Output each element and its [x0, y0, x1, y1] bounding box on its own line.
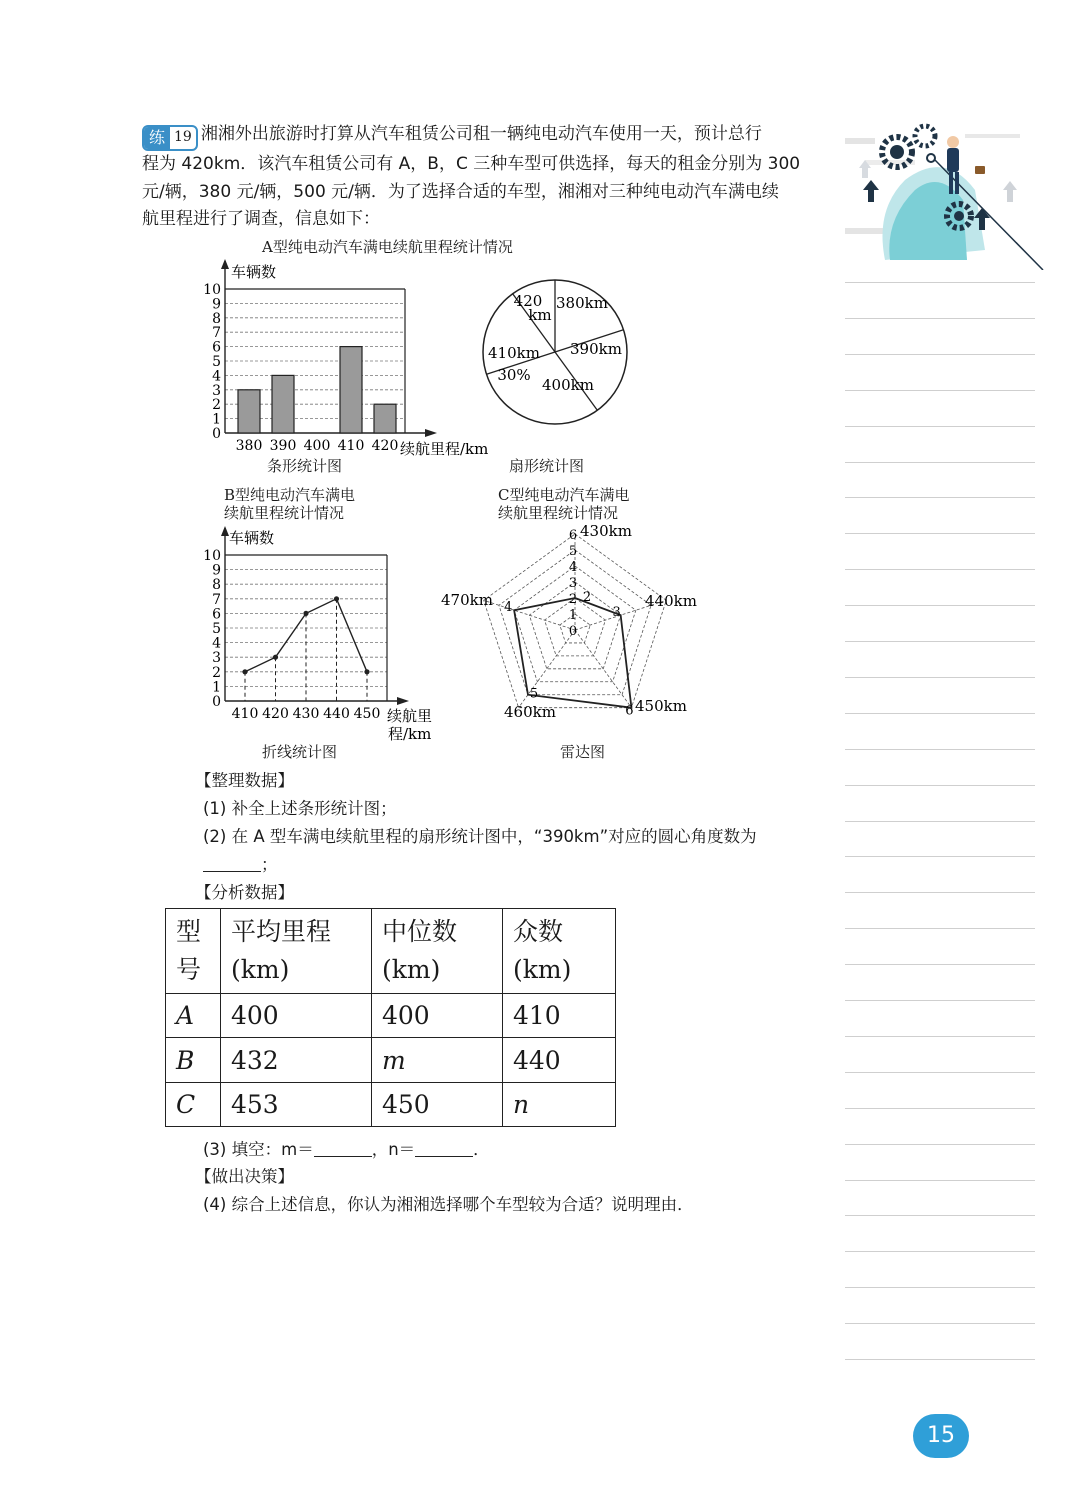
y-tick-label: 10 [203, 548, 221, 564]
vertex-value-label: 6 [625, 703, 634, 719]
notes-line [845, 856, 1035, 857]
x-tick-label: 410 [231, 706, 259, 722]
notes-line [845, 569, 1035, 570]
statistics-table [165, 908, 616, 1127]
notes-line [845, 749, 1035, 750]
notes-line [845, 1180, 1035, 1181]
x-tick-label: 430 [292, 706, 320, 722]
axis-label: 440km [645, 592, 697, 610]
section-organize-data: 【整理数据】 [195, 771, 294, 790]
notes-line [845, 1359, 1035, 1360]
answer-blank[interactable] [203, 855, 261, 872]
radar-spoke [519, 630, 575, 708]
y-tick-label: 8 [212, 577, 221, 594]
question-2: (2) 在 A 型车满电续航里程的扇形统计图中，“390km”对应的圆心角度数为 [203, 827, 757, 846]
notes-line [845, 928, 1035, 929]
radar-chart-title-1: C型纯电动汽车满电 [498, 486, 630, 504]
y-tick-label: 9 [212, 562, 221, 579]
question-3: (3) 填空：m＝ ，n＝ ． [203, 1140, 490, 1159]
data-point [273, 655, 278, 660]
bar [238, 390, 260, 433]
table-cell: 432 [221, 1038, 372, 1083]
table-cell: 450 [372, 1083, 503, 1127]
axis-label: 470km [441, 591, 493, 609]
slice-label-390km: 390km [570, 340, 622, 358]
answer-blank-m[interactable] [314, 1140, 372, 1157]
notes-line [845, 462, 1035, 463]
scale-tick-label: 0 [568, 624, 578, 639]
page-number: 15 [913, 1414, 969, 1458]
vertex-value-label: 5 [529, 686, 539, 702]
notes-line [845, 785, 1035, 786]
notes-line [845, 390, 1035, 391]
table-cell: 453 [221, 1083, 372, 1127]
x-tick-label: 450 [353, 706, 381, 722]
problem-text [142, 121, 822, 234]
slice-label-400km: 400km [542, 376, 594, 394]
slice-label-380km: 380km [556, 294, 608, 312]
radar-chart-caption: 雷达图 [560, 743, 606, 761]
axis-label: 450km [635, 697, 687, 715]
data-point [303, 611, 308, 616]
x-axis-label: 续航里程/km [400, 440, 489, 458]
notes-line [845, 1251, 1035, 1252]
data-point [364, 669, 369, 674]
table-cell[interactable]: n [503, 1083, 616, 1127]
line-chart-title-2: 续航里程统计情况 [224, 504, 345, 522]
table-header-row [166, 909, 616, 994]
x-tick-label: 420 [262, 706, 289, 722]
data-point [242, 669, 247, 674]
x-tick-label: 390 [269, 438, 297, 454]
table-cell: 440 [503, 1038, 616, 1083]
question-2-answer-line: ； [203, 851, 278, 875]
y-tick-label: 0 [212, 426, 221, 442]
scale-tick-label: 5 [568, 544, 578, 559]
x-axis-arrow [425, 429, 437, 437]
y-tick-label: 2 [212, 397, 221, 414]
notes-line [845, 892, 1035, 893]
vertex-value-label: 4 [503, 600, 513, 616]
y-axis-label: 车辆数 [231, 263, 277, 281]
header-cell: 平均里程 (km) [221, 909, 372, 994]
slice-label-410km: 410km [488, 344, 540, 362]
pie-chart-caption: 扇形统计图 [509, 457, 585, 475]
slice-label-420: 420 [513, 292, 543, 310]
bar-chart-title: A型纯电动汽车满电续航里程统计情况 [262, 238, 513, 256]
y-tick-label: 7 [212, 325, 221, 342]
radar-chart-title-2: 续航里程统计情况 [498, 504, 619, 522]
notes-line [845, 1144, 1035, 1145]
radar-spoke [484, 600, 578, 630]
scale-tick-label: 4 [568, 560, 578, 575]
notes-line [845, 282, 1035, 283]
y-tick-label: 6 [212, 606, 221, 623]
radar-chart [435, 518, 735, 730]
arrow-up-icon [863, 180, 879, 202]
y-tick-label: 4 [212, 635, 221, 652]
bar-chart-caption: 条形统计图 [267, 457, 343, 475]
y-axis-arrow [221, 259, 229, 269]
table-cell: 400 [372, 994, 503, 1038]
y-tick-label: 9 [212, 296, 221, 313]
notes-line [845, 1215, 1035, 1216]
section-make-decision: 【做出决策】 [195, 1167, 294, 1186]
y-tick-label: 6 [212, 339, 221, 356]
bar-chart [195, 255, 515, 460]
x-tick-label: 380 [235, 438, 263, 454]
notes-line [845, 641, 1035, 642]
exercise-number: 19 [174, 129, 192, 146]
table-row [166, 1038, 616, 1083]
y-tick-label: 1 [212, 411, 221, 428]
data-point [334, 596, 339, 601]
bar [374, 404, 396, 433]
model-cell: B [166, 1038, 221, 1083]
header-cell: 中位数 (km) [372, 909, 503, 994]
notes-line [845, 713, 1035, 714]
line-chart-title-1: B型纯电动汽车满电 [224, 486, 356, 504]
y-tick-label: 10 [203, 282, 221, 298]
x-tick-label: 400 [303, 438, 331, 454]
problem-line-3: 元/辆，380 元/辆，500 元/辆．为了选择合适的车型，湘湘对三种纯电动汽车满电续 [142, 181, 779, 202]
question-4: (4) 综合上述信息，你认为湘湘选择哪个车型较为合适？说明理由． [203, 1195, 694, 1214]
table-cell[interactable]: m [372, 1038, 503, 1083]
y-tick-label: 3 [212, 650, 221, 667]
table-cell: 410 [503, 994, 616, 1038]
notes-line [845, 821, 1035, 822]
section-analyze-data: 【分析数据】 [195, 883, 294, 902]
y-tick-label: 3 [212, 382, 221, 399]
notes-line [845, 1072, 1035, 1073]
slice-label-percent: 30% [497, 366, 531, 384]
pie-chart [470, 270, 640, 430]
problem-line-2: 程为 420km．该汽车租赁公司有 A，B，C 三种车型可供选择，每天的租金分别为 300 [142, 154, 801, 174]
x-axis-label-2: 程/km [388, 725, 432, 743]
exercise-tag-label: 练 [144, 127, 170, 149]
x-tick-label: 420 [371, 438, 399, 454]
notes-line [845, 1108, 1035, 1109]
line-chart [195, 522, 455, 747]
scale-tick-label: 6 [568, 528, 578, 543]
bar [272, 375, 294, 433]
scale-tick-label: 1 [568, 608, 578, 623]
vertex-value-label: 2 [582, 590, 592, 605]
y-axis-label: 车辆数 [229, 529, 275, 547]
notes-line [845, 1036, 1035, 1037]
y-tick-label: 7 [212, 591, 221, 608]
line-chart-caption: 折线统计图 [262, 743, 338, 761]
table-row [166, 994, 616, 1038]
slice-label-km: km [528, 306, 552, 324]
bar [340, 347, 362, 433]
y-tick-label: 5 [212, 354, 221, 370]
arrow-up-icon [1003, 181, 1017, 202]
notes-line [845, 964, 1035, 965]
y-tick-label: 4 [212, 368, 221, 385]
notes-line [845, 1000, 1035, 1001]
notes-line [845, 1287, 1035, 1288]
header-cell: 型 号 [166, 909, 221, 994]
axis-label: 430km [580, 522, 632, 540]
header-cell: 众数 (km) [503, 909, 616, 994]
model-cell: A [166, 994, 221, 1038]
notes-line [845, 318, 1035, 319]
scale-tick-label: 2 [568, 592, 578, 607]
x-tick-label: 410 [337, 438, 365, 454]
problem-line-1: 练 19 湘湘外出旅游时打算从汽车租赁公司租一辆纯电动汽车使用一天，预计总行 [142, 121, 822, 151]
x-tick-label: 440 [323, 706, 350, 722]
notes-line [845, 533, 1035, 534]
notes-line [845, 677, 1035, 678]
x-axis-label-1: 续航里 [387, 707, 433, 725]
question-1: (1) 补全上述条形统计图； [203, 799, 397, 818]
y-tick-label: 1 [212, 679, 221, 696]
scale-tick-label: 3 [568, 576, 578, 591]
answer-blank-n[interactable] [415, 1140, 473, 1157]
y-tick-label: 5 [212, 621, 221, 637]
table-cell: 400 [221, 994, 372, 1038]
business-illustration [845, 120, 1045, 270]
exercise-tag [142, 125, 198, 151]
y-tick-label: 8 [212, 310, 221, 327]
vertex-value-label: 3 [612, 605, 621, 621]
model-cell: C [166, 1083, 221, 1127]
notes-line [845, 497, 1035, 498]
notes-line [845, 426, 1035, 427]
notes-line [845, 605, 1035, 606]
y-axis-arrow [221, 526, 229, 536]
axis-label: 460km [504, 703, 556, 721]
problem-line-4: 航里程进行了调查，信息如下： [142, 209, 380, 229]
y-tick-label: 0 [212, 694, 221, 710]
notes-line [845, 1323, 1035, 1324]
notes-line [845, 354, 1035, 355]
table-row [166, 1083, 616, 1127]
y-tick-label: 2 [212, 664, 221, 681]
gear-icon [915, 126, 935, 146]
x-axis-arrow [397, 697, 409, 705]
